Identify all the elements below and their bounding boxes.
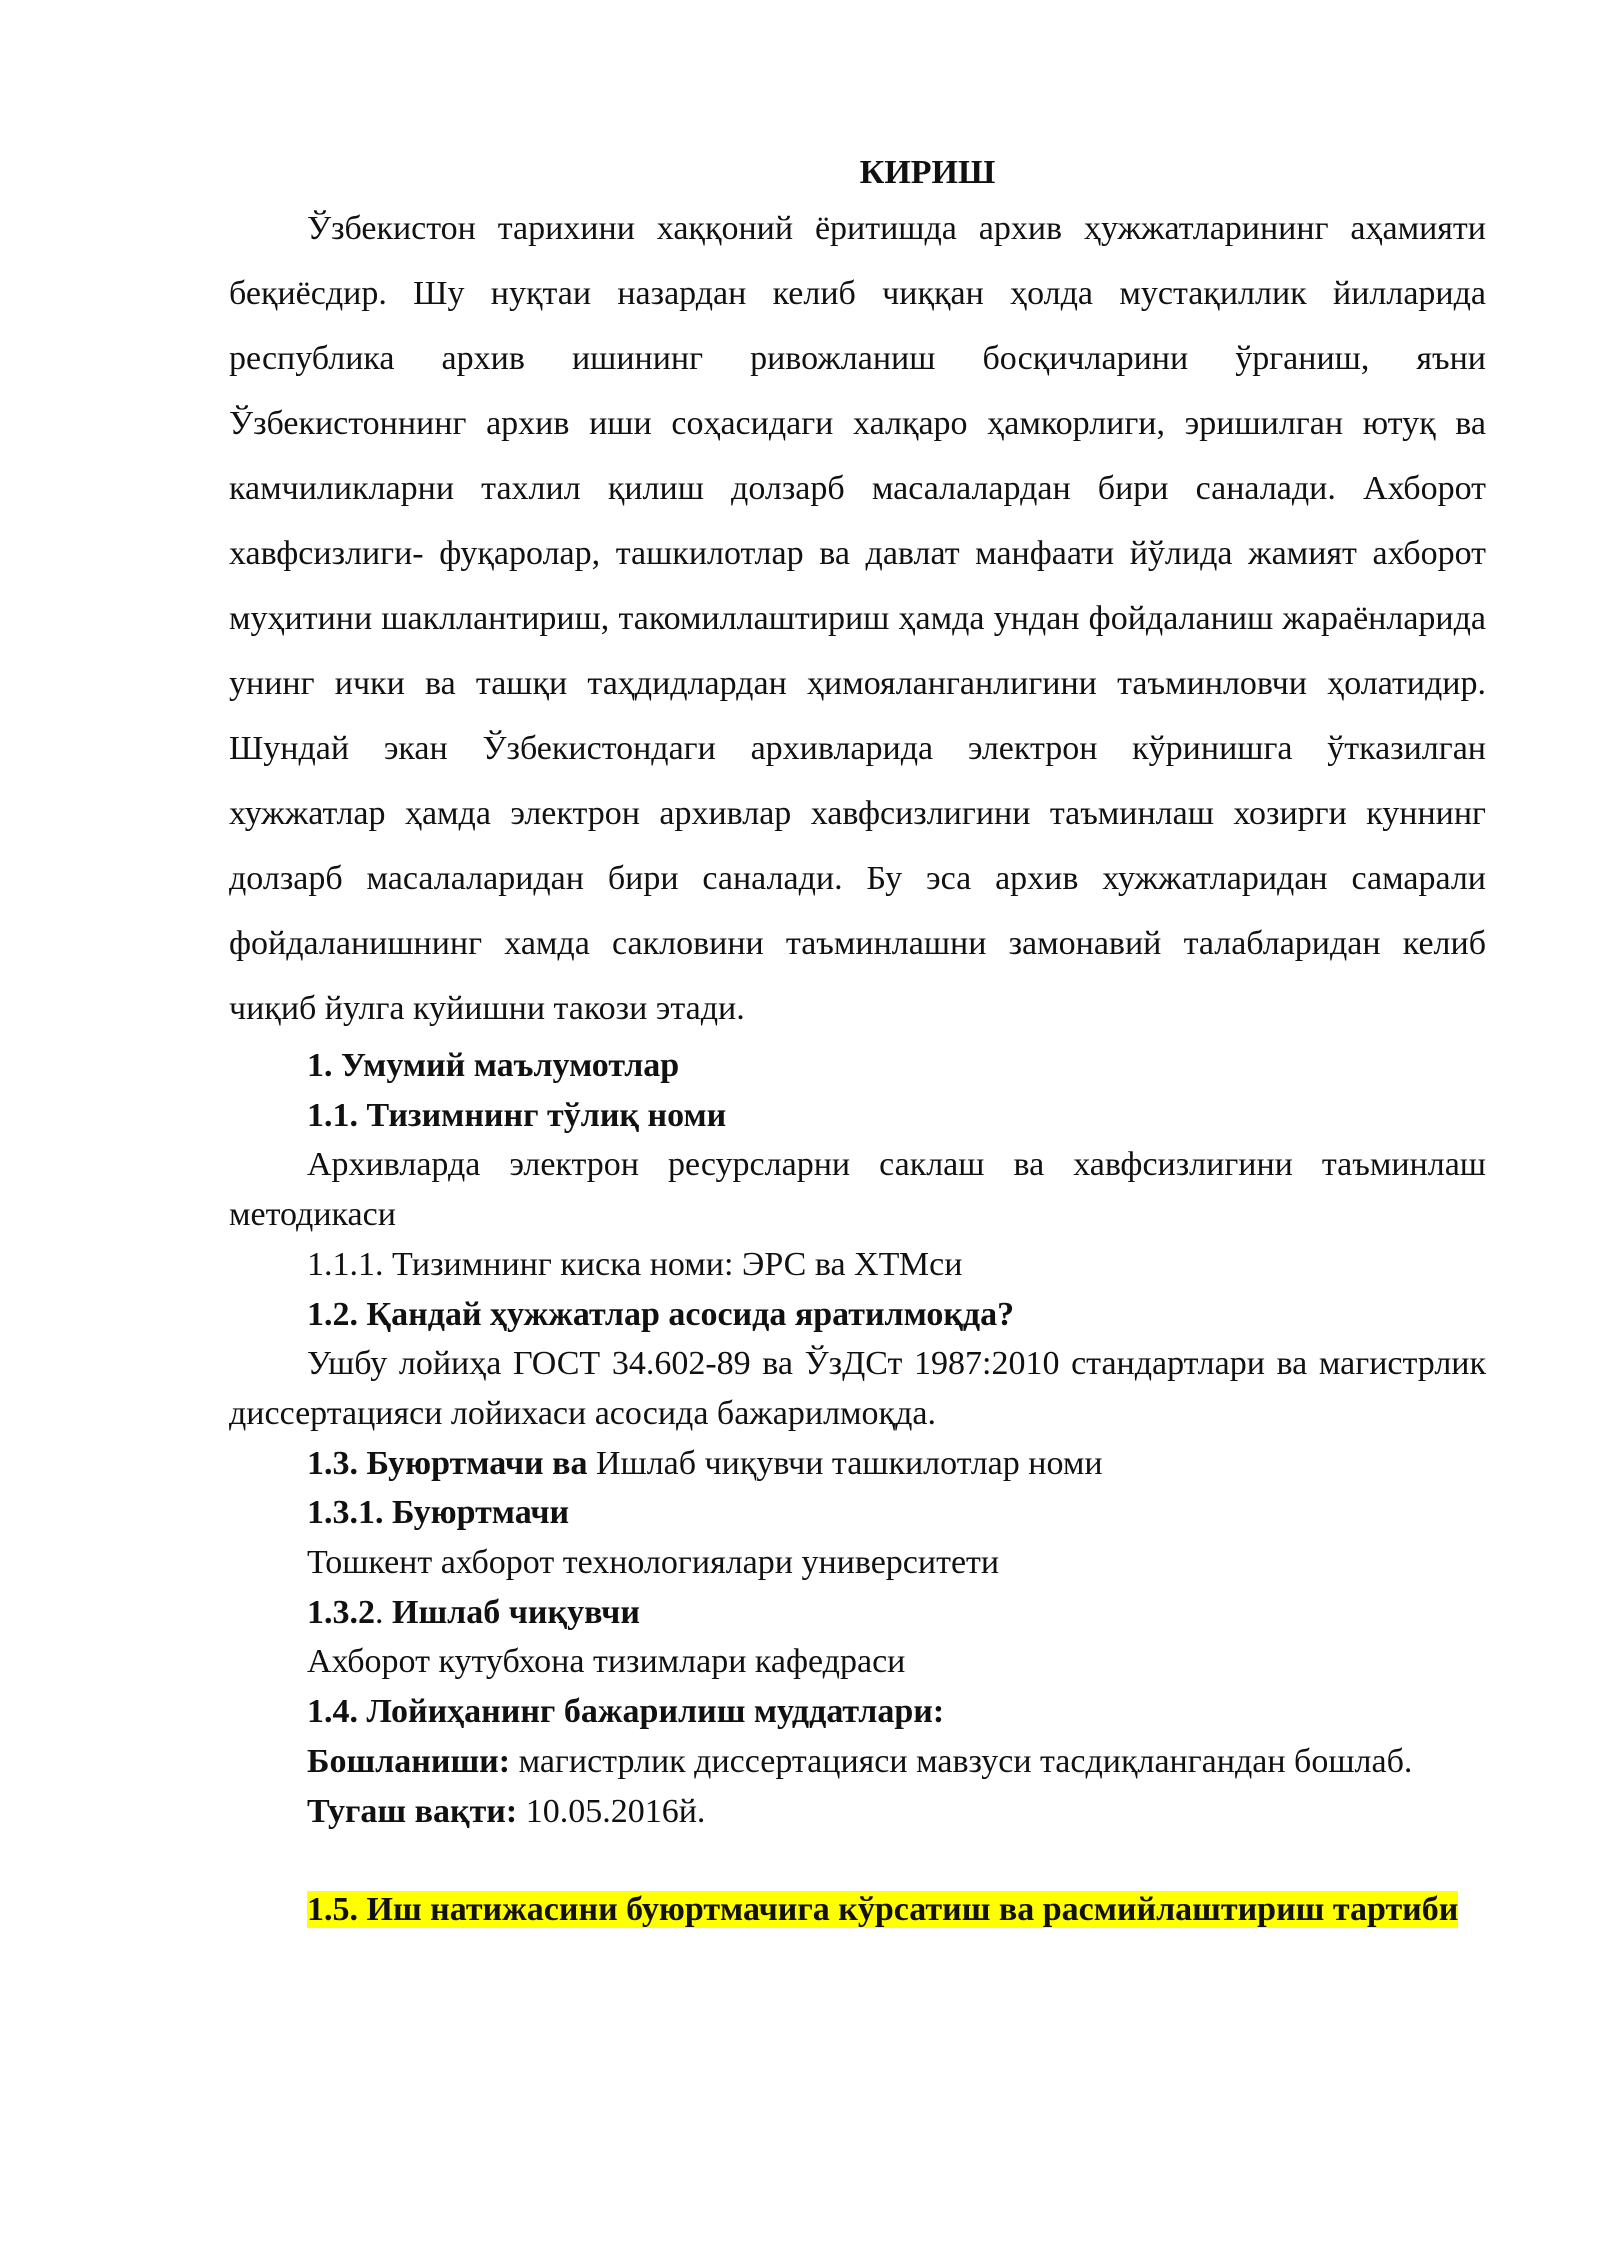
section-1-1-heading: 1.1. Тизимнинг тўлиқ номи: [307, 1096, 727, 1134]
section-1-3-heading-bold: 1.3. Буюртмачи ва: [307, 1444, 588, 1482]
system-short-name: 1.1.1. Тизимнинг киска номи: ЭРС ва ХТМси: [307, 1245, 963, 1283]
end-label: Тугаш вақти:: [307, 1792, 518, 1830]
section-1-heading: 1. Умумий маълумотлар: [307, 1047, 680, 1084]
blank-line: [229, 1836, 1486, 1885]
section-1-3-2-dot: .: [375, 1593, 392, 1631]
developer-name: Ахборот кутубхона тизимлари кафедраси: [307, 1643, 906, 1681]
customer-name: Тошкент ахборот технологиялари университети: [307, 1544, 1000, 1582]
section-1-3-heading: [229, 1439, 1486, 1489]
document-page: [229, 150, 1486, 1935]
section-1-4-heading: 1.4. Лойиҳанинг бажарилиш муддатлари:: [307, 1693, 945, 1731]
section-1-3-2-title: Ишлаб чиқувчи: [392, 1593, 640, 1631]
page-title: КИРИШ: [859, 154, 996, 191]
start-label: Бошланиши:: [307, 1742, 511, 1780]
system-full-name: Архивларда электрон ресурсларни саклаш ва хавфсизлигини таъминлаш методикаси: [229, 1146, 1486, 1234]
section-1-2-heading: 1.2. Қандай ҳужжатлар асосида яратилмоқда?: [307, 1295, 1015, 1333]
section-1-5-heading: [229, 1885, 1486, 1935]
start-date-line: [229, 1737, 1486, 1787]
section-1-3-heading-rest: Ишлаб чиқувчи ташкилотлар номи: [587, 1444, 1103, 1482]
section-1-3-2-number: 1.3.2: [307, 1593, 375, 1631]
section-1-3-1-heading: 1.3.1. Буюртмачи: [307, 1494, 570, 1532]
section-1-5-highlight: 1.5. Иш натижасини буюртмачига кўрсатиш ва расмийлаштириш тартиби: [307, 1891, 1459, 1929]
end-text: 10.05.2016й.: [517, 1792, 706, 1830]
start-text: магистрлик диссертацияси мавзуси тасдиқлангандан бошлаб.: [510, 1742, 1413, 1780]
intro-paragraph: Ўзбекистон тарихини хаққоний ёритишда архив ҳужжатларининг аҳамияти беқиёсдир. Шу нуқтаи назардан келиб чиққан ҳолда мустақиллик йилларида республика архив ишининг ривожланиш босқичларини ўрганиш, яъни Ўзбекистоннинг архив иши соҳасидаги халқаро ҳамкорлиги, эришилган ютуқ ва камчиликларни тахлил қилиш долзарб масалалардан бири саналади. Ахборот хавфсизлиги- фуқаролар, ташкилотлар ва давлат манфаати йўлида жамият ахборот муҳитини шакллантириш, такомиллаштириш ҳамда ундан фойдаланиш жараёнларида унинг ички ва ташқи таҳдидлардан ҳимояланганлигини таъминловчи ҳолатидир. Шундай экан Ўзбекистондаги архивларида электрон кўринишга ўтказилган хужжатлар ҳамда электрон архивлар хавфсизлигини таъминлаш хозирги куннинг долзарб масалаларидан бири саналади. Бу эса архив хужжатларидан самарали фойдаланишнинг хамда сакловини таъминлашни замонавий талабларидан келиб чиқиб йулга куйишни такози этади.: [229, 210, 1486, 1027]
basis-documents-text: Ушбу лойиҳа ГОСТ 34.602-89 ва ЎзДСт 1987:2010 стандартлари ва магистрлик диссертацияси лойихаси асосида бажарилмоқда.: [229, 1345, 1486, 1432]
end-date-line: [229, 1787, 1486, 1837]
section-1-3-2-heading: [229, 1588, 1486, 1638]
